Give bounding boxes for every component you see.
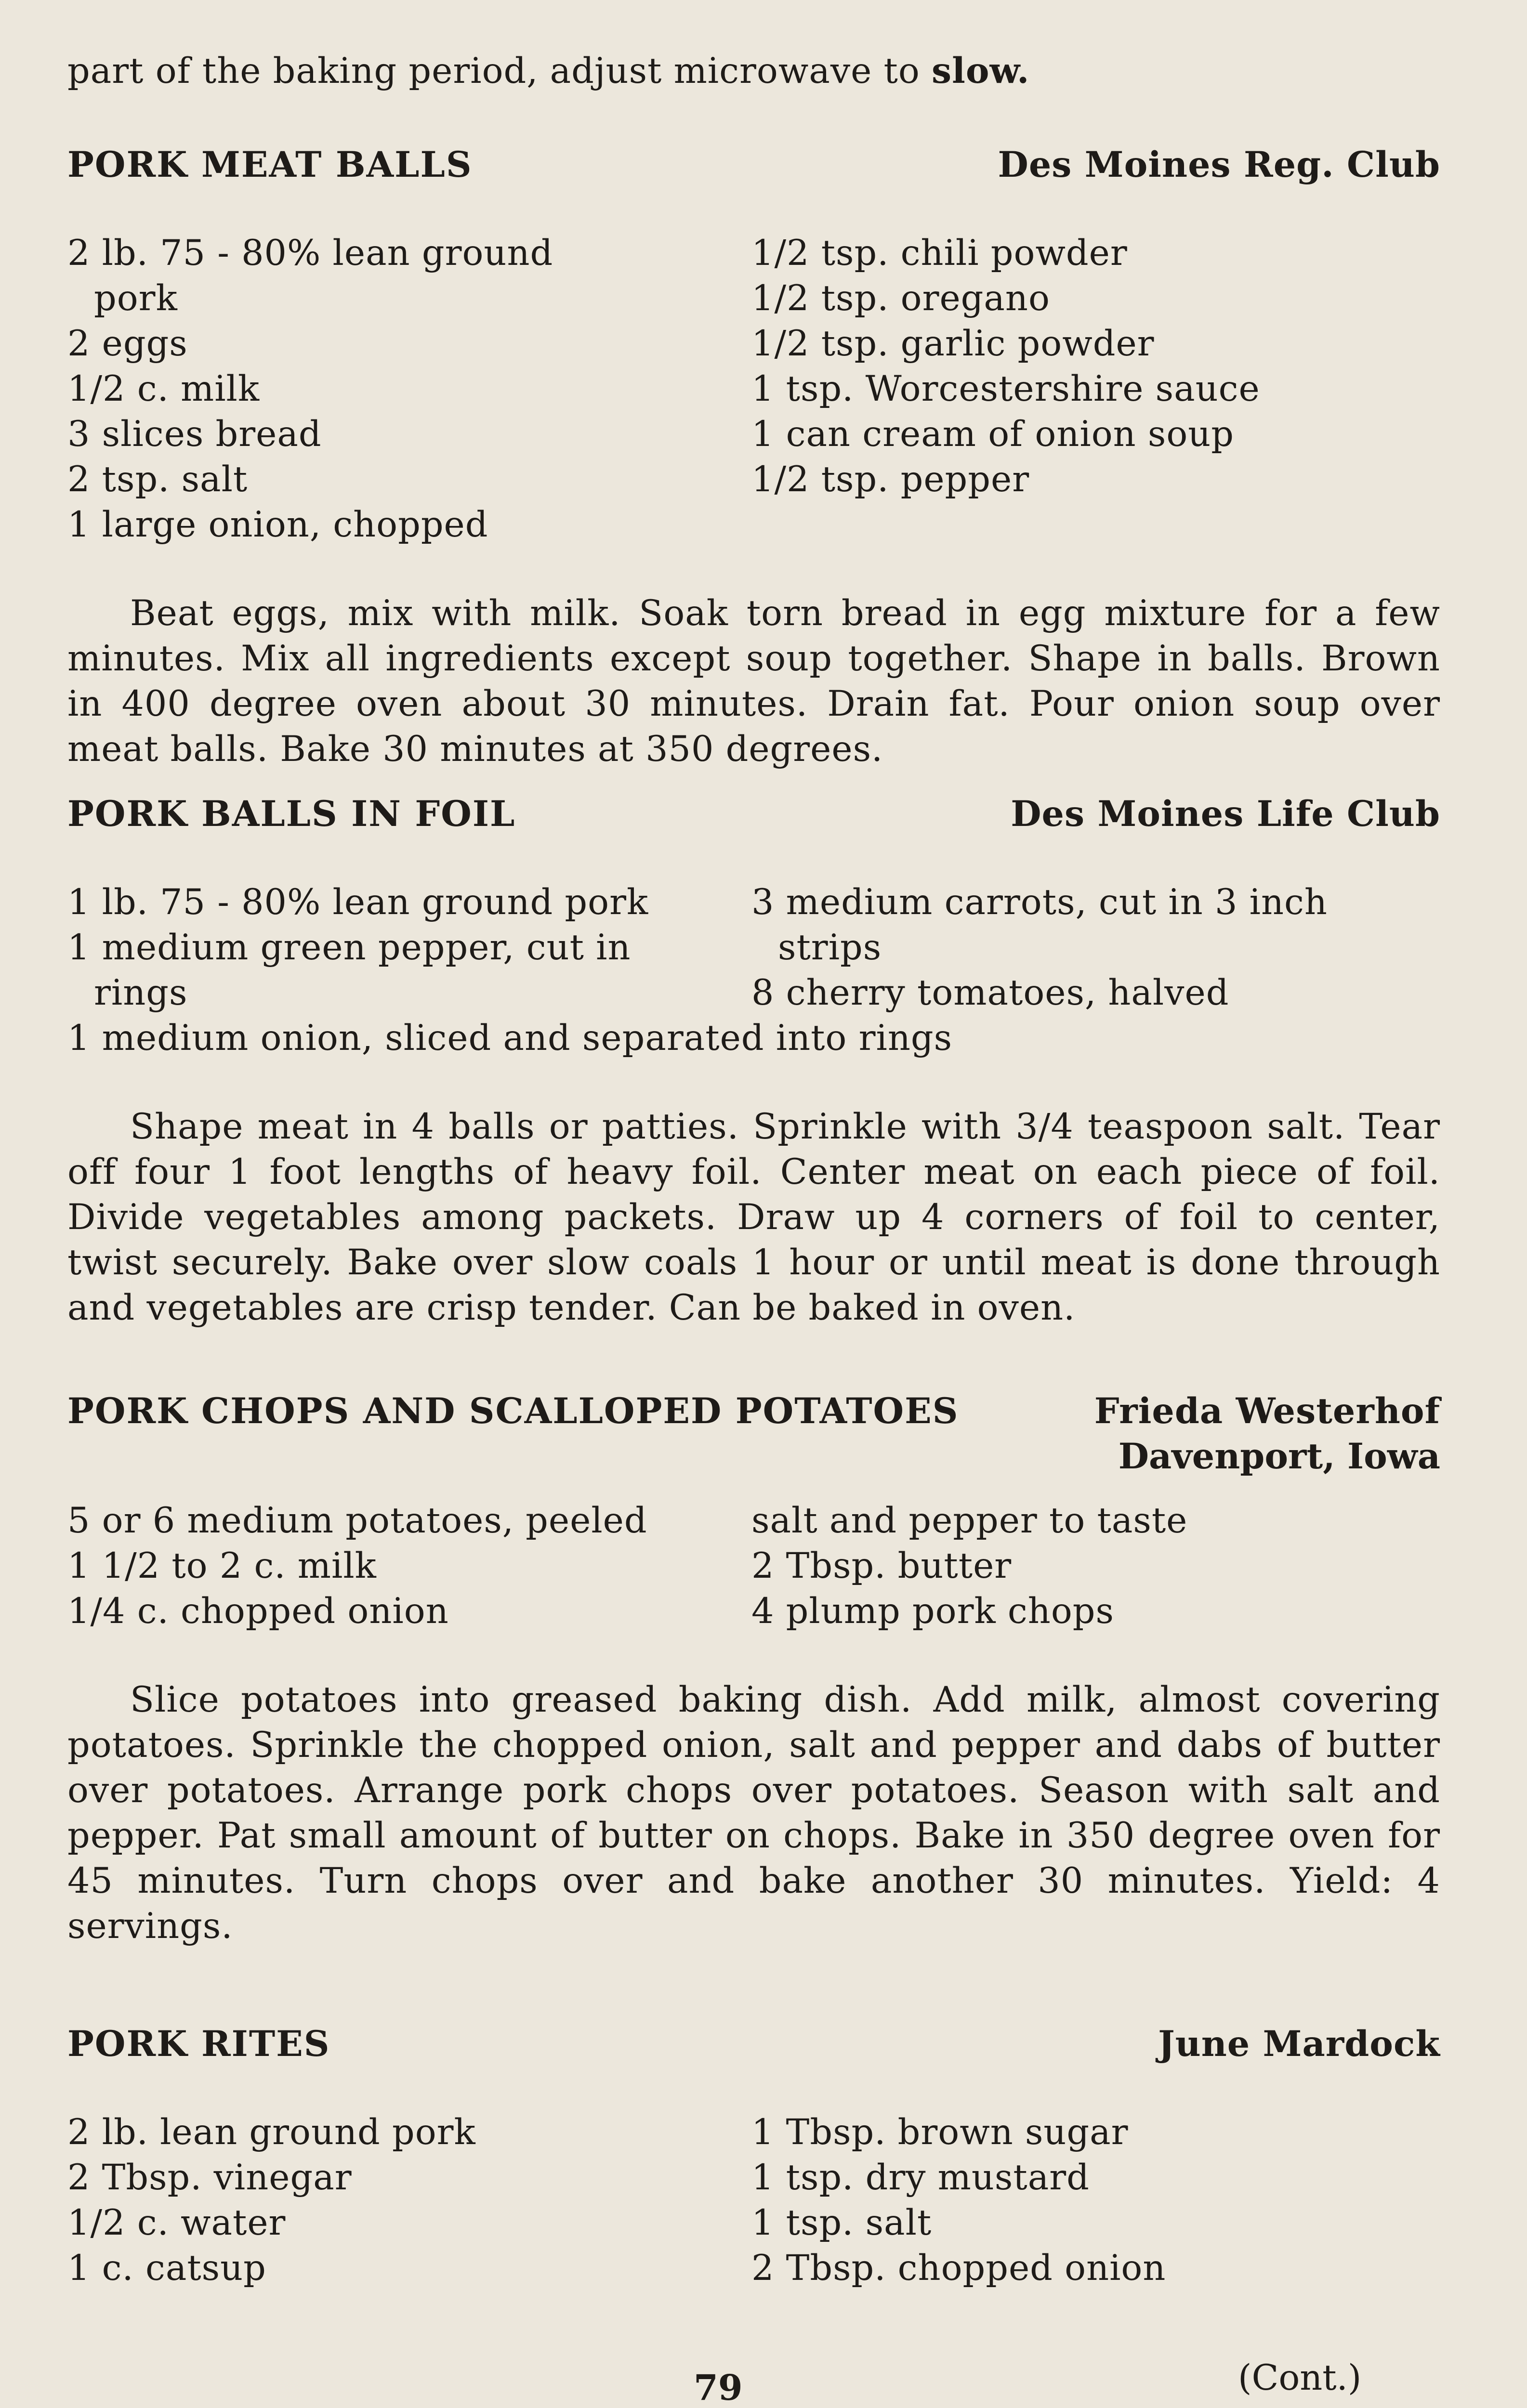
continued-text: part of the baking period, adjust microwave to: [67, 51, 932, 92]
recipe-title: PORK CHOPS AND SCALLOPED POTATOES: [67, 1390, 959, 1432]
recipe-title: PORK RITES: [67, 2023, 330, 2065]
ingredient-column-right: [751, 231, 1416, 548]
ingredient: 4 plump pork chops: [751, 1591, 1114, 1632]
ingredient: 2 lb. 75 - 80% lean ground: [67, 233, 553, 274]
ingredient: 1 medium onion, sliced and separated into rings: [67, 1018, 953, 1059]
ingredient: 5 or 6 medium potatoes, peeled: [67, 1500, 647, 1541]
ingredient: 1 large onion, chopped: [67, 504, 488, 545]
ingredient-list: [67, 231, 1440, 548]
ingredient: 1/2 tsp. oregano: [751, 278, 1050, 319]
ingredient: 1/2 tsp. chili powder: [751, 233, 1128, 274]
ingredient: 8 cherry tomatoes, halved: [751, 972, 1229, 1013]
recipe-heading: [67, 142, 1440, 187]
ingredient: 3 medium carrots, cut in 3 inch: [751, 882, 1328, 923]
ingredient: 1/4 c. chopped onion: [67, 1591, 449, 1632]
ingredient: 2 Tbsp. butter: [751, 1545, 1012, 1586]
recipe-credit-location: Davenport, Iowa: [1118, 1436, 1440, 1477]
ingredient: 1/2 tsp. pepper: [751, 459, 1030, 500]
ingredient-column-right: [751, 2110, 1416, 2291]
recipe-title: PORK MEAT BALLS: [67, 144, 473, 185]
ingredient: 1 1/2 to 2 c. milk: [67, 1545, 377, 1586]
ingredient: rings: [94, 972, 188, 1013]
ingredient: pork: [94, 278, 178, 319]
page-number: 79: [694, 2367, 743, 2408]
ingredient-column-right: [751, 880, 1416, 1016]
recipe-credit: Des Moines Reg. Club: [998, 144, 1440, 185]
continued-bold-word: slow.: [932, 50, 1030, 92]
recipe-instructions: Beat eggs, mix with milk. Soak torn bread in egg mixture for a few minutes. Mix all ingredients except soup together. Shape in balls. Brown in 400 degree oven about 30 minutes. Drain fat. Pour onion soup over meat balls. Bake 30 minutes at 350 degrees.: [67, 593, 1440, 770]
ingredient: 1 tsp. dry mustard: [751, 2157, 1090, 2198]
page-footer: [0, 2357, 1527, 2408]
recipe-instructions: Slice potatoes into greased baking dish. Add milk, almost covering potatoes. Sprinkle the chopped onion, salt and pepper and dabs of butter over potatoes. Arrange pork chops over potatoes. Season with salt and pepper. Pat small amount of butter on chops. Bake in 350 degree oven for 45 minutes. Turn chops over and bake another 30 minutes. Yield: 4 servings.: [67, 1679, 1440, 1947]
ingredient: 2 Tbsp. vinegar: [67, 2157, 352, 2198]
recipe-heading: [67, 791, 1440, 837]
recipe-title: PORK BALLS IN FOIL: [67, 793, 516, 835]
ingredient: strips: [778, 927, 882, 968]
ingredient: salt and pepper to taste: [751, 1500, 1188, 1541]
ingredient-column-left: [67, 1498, 751, 1634]
ingredient: 2 tsp. salt: [67, 459, 248, 500]
ingredient: 1 tsp. Worcestershire sauce: [751, 368, 1260, 409]
ingredient-column-right: [751, 1498, 1416, 1634]
recipe-credit: Des Moines Life Club: [1011, 793, 1440, 835]
ingredient: 2 eggs: [67, 323, 188, 364]
ingredient: 1 tsp. salt: [751, 2202, 932, 2243]
ingredient: 1 can cream of onion soup: [751, 414, 1235, 455]
recipe-heading: [67, 2021, 1440, 2067]
ingredient: 1/2 c. water: [67, 2202, 286, 2243]
ingredient-list: [67, 1498, 1440, 1634]
ingredient-list: [67, 880, 1440, 1016]
recipe-heading: [67, 1388, 1440, 1434]
continued-label: (Cont.): [1238, 2357, 1362, 2398]
ingredient: 2 lb. lean ground pork: [67, 2112, 476, 2153]
continued-text-line: [67, 48, 1440, 94]
recipe-credit: June Mardock: [1158, 2023, 1440, 2065]
ingredient: 1 c. catsup: [67, 2248, 266, 2289]
ingredient-column-left: [67, 2110, 751, 2291]
ingredient: 2 Tbsp. chopped onion: [751, 2248, 1166, 2289]
recipe-instructions: Shape meat in 4 balls or patties. Sprinkle with 3/4 teaspoon salt. Tear off four 1 foot lengths of heavy foil. Center meat on each piece of foil. Divide vegetables among packets. Draw up 4 corners of foil to center, twist securely. Bake over slow coals 1 hour or until meat is done through and vegetables are crisp tender. Can be baked in oven.: [67, 1106, 1440, 1328]
ingredient: 1 Tbsp. brown sugar: [751, 2112, 1129, 2153]
ingredient-list: [67, 2110, 1440, 2291]
ingredient: 1/2 c. milk: [67, 368, 260, 409]
ingredient: 3 slices bread: [67, 414, 322, 455]
ingredient: 1 medium green pepper, cut in: [67, 927, 631, 968]
ingredient-column-left: [67, 231, 751, 548]
ingredient-column-left: [67, 880, 751, 1016]
recipe-credit: Frieda Westerhof: [1094, 1390, 1440, 1432]
ingredient: 1 lb. 75 - 80% lean ground pork: [67, 882, 649, 923]
ingredient: 1/2 tsp. garlic powder: [751, 323, 1155, 364]
page-content: [67, 48, 1440, 2291]
